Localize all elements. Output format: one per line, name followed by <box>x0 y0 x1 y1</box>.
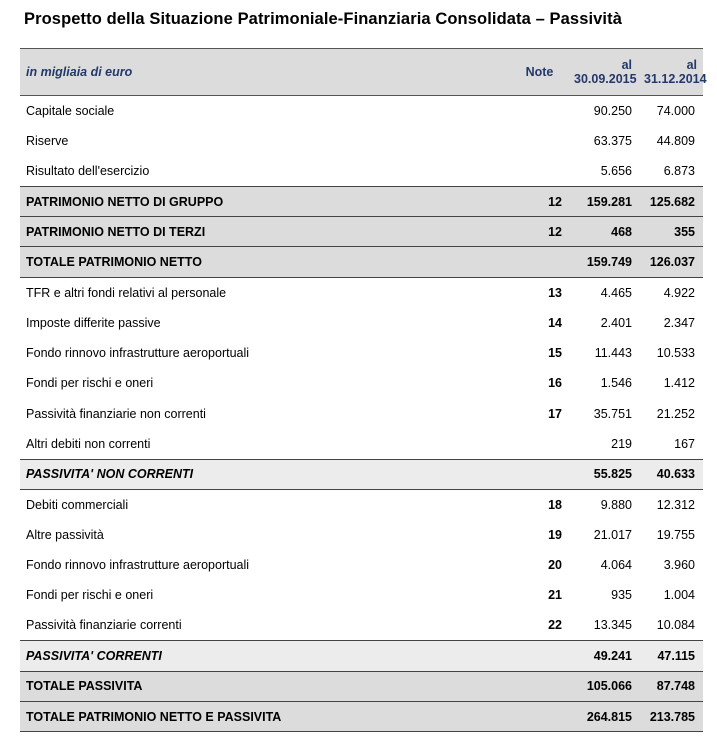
table-row <box>20 308 703 338</box>
row-value-2014: 21.252 <box>656 406 695 421</box>
row-value-2015: 9.880 <box>600 497 632 512</box>
row-value-2014: 2.347 <box>663 315 695 330</box>
note-header: Note <box>511 49 568 96</box>
row-note: 21 <box>548 588 562 603</box>
row-label: Fondo rinnovo infrastrutture aeroportuali <box>26 346 250 361</box>
row-value-2015: 1.546 <box>600 376 632 391</box>
table-row <box>20 247 703 277</box>
row-label: TOTALE PATRIMONIO NETTO E PASSIVITA <box>20 701 511 731</box>
table-row <box>20 550 703 580</box>
row-value-2015: 4.064 <box>600 558 632 573</box>
table-row <box>20 429 703 459</box>
row-value-2015: 49.241 <box>568 641 638 671</box>
row-note <box>511 247 568 277</box>
row-value-2014: 87.748 <box>638 671 703 701</box>
row-note: 19 <box>548 527 562 542</box>
row-note: 12 <box>511 186 568 216</box>
row-note <box>511 641 568 671</box>
table-row <box>20 338 703 368</box>
table-row <box>20 398 703 428</box>
row-value-2015: 468 <box>568 217 638 247</box>
row-label: Fondo rinnovo infrastrutture aeroportuali <box>26 558 250 573</box>
row-value-2014: 74.000 <box>656 103 695 118</box>
row-value-2014: 10.084 <box>656 618 695 633</box>
table-row <box>20 671 703 701</box>
row-note: 14 <box>548 315 562 330</box>
row-label: Risultato dell'esercizio <box>26 163 150 178</box>
row-label: Capitale sociale <box>26 103 115 118</box>
row-value-2014: 40.633 <box>638 459 703 489</box>
row-value-2014: 10.533 <box>656 346 695 361</box>
table-row <box>20 277 703 307</box>
row-value-2014: 4.922 <box>663 285 695 300</box>
row-value-2015: 90.250 <box>593 103 632 118</box>
table-row <box>20 156 703 186</box>
row-label: TOTALE PASSIVITA <box>20 671 511 701</box>
table-row <box>20 489 703 519</box>
table-row <box>20 641 703 671</box>
table-row <box>20 368 703 398</box>
row-note: 16 <box>548 376 562 391</box>
row-note: 15 <box>548 346 562 361</box>
table-row <box>20 701 703 731</box>
row-value-2014: 19.755 <box>656 527 695 542</box>
row-note: 20 <box>548 558 562 573</box>
row-note <box>511 126 568 156</box>
table-row <box>20 126 703 156</box>
row-value-2015: 5.656 <box>600 163 632 178</box>
table-row <box>20 217 703 247</box>
row-value-2014: 1.004 <box>663 588 695 603</box>
row-note <box>511 96 568 126</box>
row-value-2015: 159.281 <box>568 186 638 216</box>
row-value-2014: 213.785 <box>638 701 703 731</box>
row-note: 17 <box>548 406 562 421</box>
row-value-2015: 4.465 <box>600 285 632 300</box>
row-value-2014: 47.115 <box>638 641 703 671</box>
row-value-2015: 35.751 <box>593 406 632 421</box>
row-note <box>511 701 568 731</box>
row-note: 12 <box>511 217 568 247</box>
row-value-2015: 63.375 <box>593 133 632 148</box>
row-label: PASSIVITA' NON CORRENTI <box>20 459 511 489</box>
row-label: Passività finanziarie non correnti <box>26 406 206 421</box>
row-value-2014: 126.037 <box>638 247 703 277</box>
row-value-2015: 11.443 <box>594 346 632 361</box>
document-title: Prospetto della Situazione Patrimoniale-Finanziaria Consolidata – Passività <box>24 10 622 28</box>
row-label: Fondi per rischi e oneri <box>26 376 154 391</box>
row-value-2015: 105.066 <box>568 671 638 701</box>
row-note <box>511 429 568 459</box>
row-value-2014: 1.412 <box>663 376 695 391</box>
row-label: TOTALE PATRIMONIO NETTO <box>20 247 511 277</box>
row-label: Fondi per rischi e oneri <box>26 588 154 603</box>
row-value-2015: 159.749 <box>568 247 638 277</box>
row-value-2015: 2.401 <box>600 315 632 330</box>
table-row <box>20 611 703 641</box>
table-row <box>20 186 703 216</box>
header-row <box>20 49 703 96</box>
row-value-2014: 167 <box>674 436 695 451</box>
row-label: Altri debiti non correnti <box>26 436 151 451</box>
table-row <box>20 520 703 550</box>
row-value-2015: 13.345 <box>593 618 632 633</box>
row-label: PATRIMONIO NETTO DI GRUPPO <box>20 186 511 216</box>
row-label: Passività finanziarie correnti <box>26 618 182 633</box>
row-label: Debiti commerciali <box>26 497 129 512</box>
table-row <box>20 459 703 489</box>
row-value-2015: 21.017 <box>593 527 632 542</box>
row-value-2015: 935 <box>611 588 632 603</box>
row-label: PASSIVITA' CORRENTI <box>20 641 511 671</box>
row-value-2014: 12.312 <box>656 497 695 512</box>
row-note <box>511 156 568 186</box>
row-label: Riserve <box>26 133 69 148</box>
unit-header: in migliaia di euro <box>20 49 511 96</box>
table-row <box>20 96 703 126</box>
table-header <box>20 49 707 96</box>
row-value-2014: 3.960 <box>663 558 695 573</box>
period-1-header: al 30.09.2015 <box>568 49 638 96</box>
row-label: TFR e altri fondi relativi al personale <box>26 285 227 300</box>
row-note <box>511 671 568 701</box>
row-note: 18 <box>548 497 562 512</box>
row-note <box>511 459 568 489</box>
row-label: PATRIMONIO NETTO DI TERZI <box>20 217 511 247</box>
row-value-2014: 6.873 <box>663 163 695 178</box>
row-value-2014: 125.682 <box>638 186 703 216</box>
row-value-2014: 355 <box>638 217 703 247</box>
row-label: Imposte differite passive <box>26 315 161 330</box>
row-value-2015: 264.815 <box>568 701 638 731</box>
row-label: Altre passività <box>26 527 104 542</box>
row-value-2015: 55.825 <box>568 459 638 489</box>
table-row <box>20 580 703 610</box>
table-body <box>20 96 703 732</box>
row-note: 22 <box>548 618 562 633</box>
row-value-2014: 44.809 <box>656 133 695 148</box>
liabilities-table <box>20 48 707 732</box>
period-2-header: al 31.12.2014 <box>638 49 703 96</box>
row-value-2015: 219 <box>611 436 632 451</box>
row-note: 13 <box>548 285 562 300</box>
